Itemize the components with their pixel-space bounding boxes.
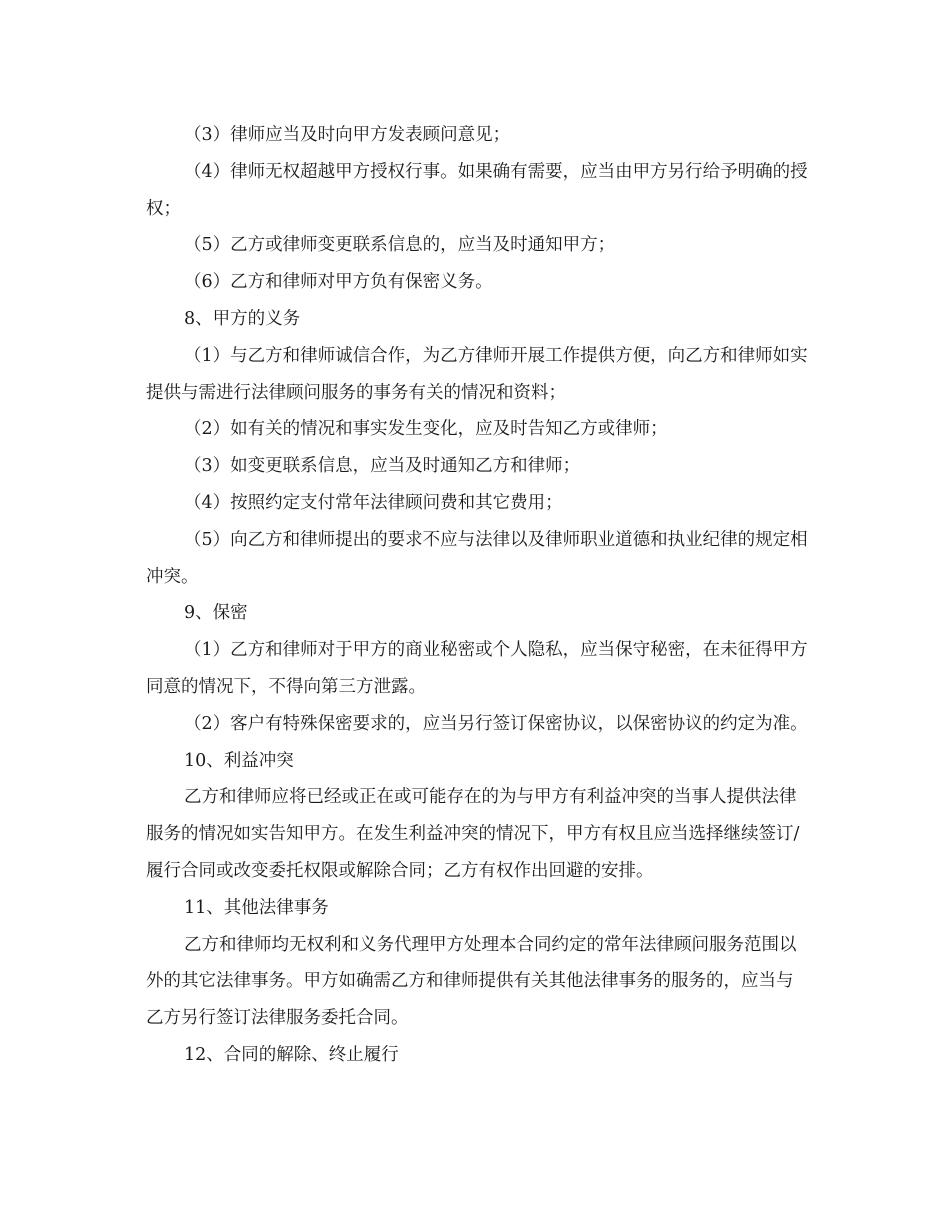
section-heading: 12、合同的解除、终止履行 [184, 1044, 399, 1065]
clause-item: （2）客户有特殊保密要求的，应当另行签订保密协议，以保密协议的约定为准。 [184, 713, 808, 734]
clause-item: （3）律师应当及时向甲方发表顾问意见； [184, 125, 511, 145]
section-heading: 9、保密 [184, 603, 248, 624]
clause-item: （1）与乙方和律师诚信合作，为乙方律师开展工作提供方便，向乙方和律师如实提供与需进行法律顾问服务的事务有关的情况和资料； [146, 345, 808, 403]
clause-item: （1）乙方和律师对于甲方的商业秘密或个人隐私，应当保守秘密，在未征得甲方同意的情况下，不得向第三方泄露。 [146, 640, 808, 697]
section-heading: 8、甲方的义务 [184, 308, 301, 329]
document-body [146, 117, 810, 1074]
clause-item: （4）律师无权超越甲方授权行事。如果确有需要，应当由甲方另行给予明确的授权； [146, 161, 808, 219]
section-heading: 11、其他法律事务 [184, 897, 329, 918]
clause-item: （3）如变更联系信息，应当及时通知乙方和律师； [184, 456, 581, 477]
body-paragraph: 乙方和律师均无权利和义务代理甲方处理本合同约定的常年法律顾问服务范围以外的其它法律事务。甲方如确需乙方和律师提供有关其他法律事务的服务的，应当与乙方另行签订法律服务委托合同。 [146, 934, 797, 1029]
body-paragraph: 乙方和律师应将已经或正在或可能存在的为与甲方有利益冲突的当事人提供法律服务的情况如实告知甲方。在发生利益冲突的情况下，甲方有权且应当选择继续签订/履行合同或改变委托权限或解除合同；乙方有权作出回避的安排。 [146, 787, 800, 881]
clause-item: （5）向乙方和律师提出的要求不应与法律以及律师职业道德和执业纪律的规定相冲突。 [146, 529, 808, 587]
clause-item: （2）如有关的情况和事实发生变化，应及时告知乙方或律师； [184, 419, 668, 440]
clause-item: （4）按照约定支付常年法律顾问费和其它费用； [184, 492, 563, 513]
clause-item: （5）乙方或律师变更联系信息的，应当及时通知甲方； [184, 235, 616, 256]
section-heading: 10、利益冲突 [184, 750, 294, 771]
clause-item: （6）乙方和律师对甲方负有保密义务。 [184, 272, 493, 293]
